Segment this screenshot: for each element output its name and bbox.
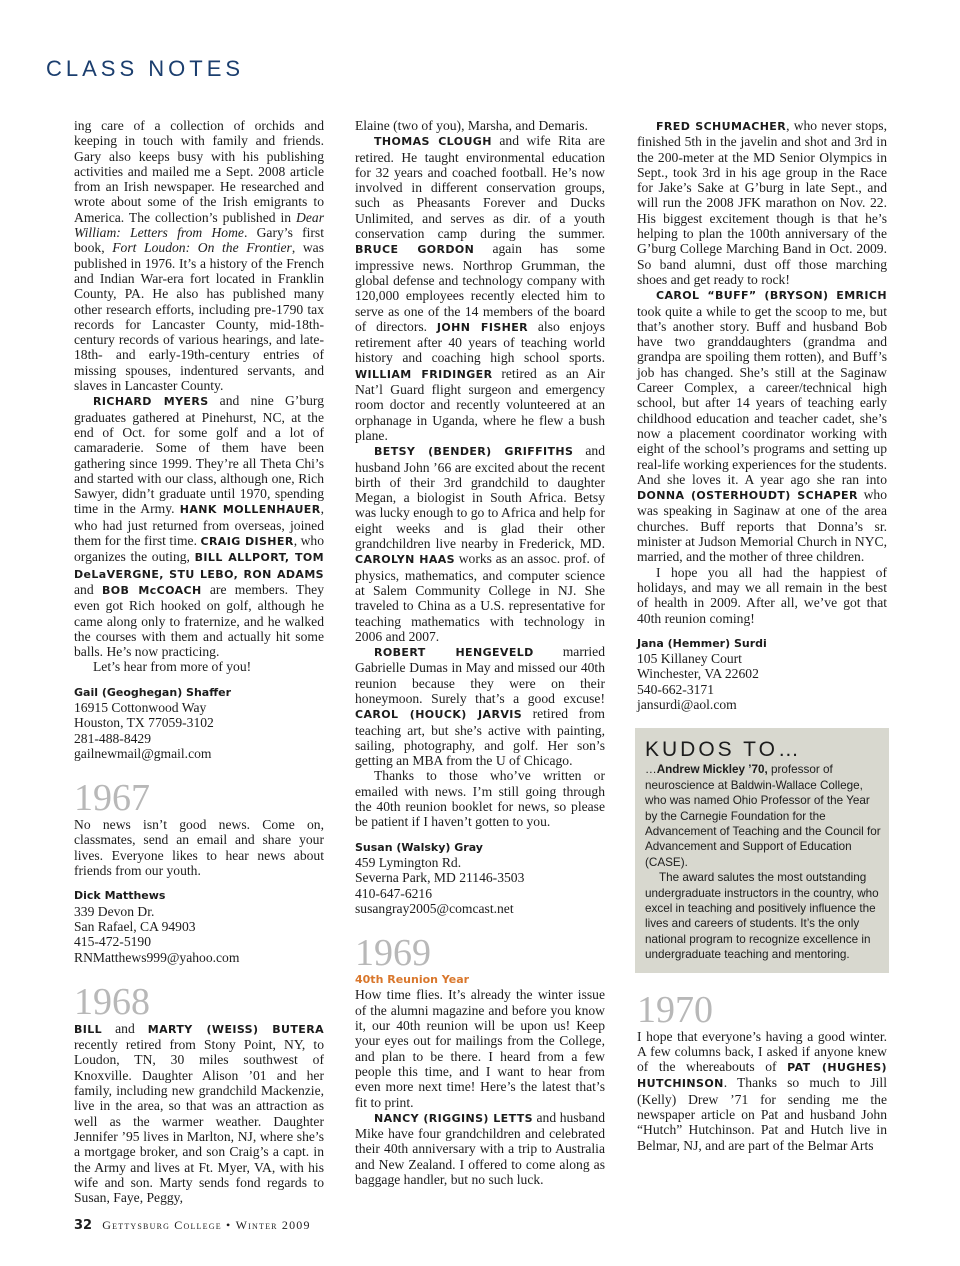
contact-email[interactable]: gailnewmail@gmail.com	[74, 745, 212, 761]
class-year-heading: 1970	[637, 988, 713, 1031]
kudos-paragraph	[645, 762, 881, 870]
closing-line: Let’s hear from more of you!	[93, 659, 252, 675]
paragraph-emrich	[637, 287, 887, 564]
person-name: CAROL “BUFF” (BRYSON) EMRICH	[656, 289, 887, 303]
footer-separator: •	[226, 1218, 232, 1232]
contact-name: Dick Matthews	[74, 889, 166, 903]
person-name: CRAIG DISHER	[200, 535, 294, 549]
contact-name: Jana (Hemmer) Surdi	[637, 636, 767, 650]
text: retired as an Air Nat’l Guard flight surgeon and emergency room doctor and recently volunteered at an orphanage in Uganda, where he flew a bush plane.	[355, 365, 605, 443]
text: , who never stops, finished 5th in the javelin and shot and 3rd in the 200-meter at the MD Senior Olympics in Sept., took 3rd in his age group in the Race for Jake’s Sake at G’burg in late Sept., and will run the 2008 JFK marathon on Nov. 22. His biggest excitement though is that he’s helping to plan the 100th anniversary of the G’burg College Marching Band in Oct. 2009. So band alumni, dust off those marching shoes and get ready to rock!	[637, 118, 887, 287]
column-3	[637, 118, 887, 1153]
paragraph-continued: Elaine (two of you), Marsha, and Demaris.	[355, 118, 588, 133]
text: are members. They even got Rich hooked on golf, although he came along only to fraternize, and he walked the courses with them and actually hit some balls. He’s now practicing.	[74, 581, 324, 660]
contact-email[interactable]: jansurdi@aol.com	[637, 696, 737, 712]
contact-street: 16915 Cottonwood Way	[74, 699, 207, 715]
person-name: BILL ALLPORT, TOM DeLaVERGNE, STU LEBO, RON ADAMS	[74, 551, 324, 581]
text: , who organizes the outing,	[74, 533, 324, 565]
person-name: JOHN FISHER	[436, 320, 529, 334]
person-name: NANCY (RIGGINS) LETTS	[374, 1111, 533, 1125]
kudos-paragraph: The award salutes the most outstanding undergraduate instructors in the country, who excel in teaching and positively influence the lives and careers of students. It’s the only national program to recognize excellence in undergraduate teaching and mentoring.	[645, 871, 879, 962]
contact-phone: 281-488-8429	[74, 730, 152, 746]
person-name: BETSY (BENDER) GRIFFITHS	[374, 445, 574, 459]
contact-city: Winchester, VA 22602	[637, 666, 759, 682]
contact-street: 339 Devon Dr.	[74, 903, 155, 919]
text: who was speaking in Saginaw at one of the area churches. Buff reports that Donna’s sr. minister at Judson Memorial Church in NYC, married, and the mother of three children.	[637, 487, 887, 565]
text: ing care of a collection of orchids and keeping in touch with family and friends. Gary also keeps busy with his publishing activities and mailed me a Sept. 2008 article from an Irish newspaper. He researched and wrote about some of the Irish emigrants to America. The collection’s published in	[74, 118, 324, 225]
contact-block	[637, 636, 887, 712]
column-1	[74, 118, 324, 1205]
section-title: CLASS NOTES	[46, 56, 245, 81]
kudos-title: KUDOS TO…	[645, 738, 802, 762]
class-year-heading: 1968	[74, 980, 150, 1023]
page-number: 32	[74, 1218, 93, 1233]
text: . Thanks so much to Jill (Kelly) Drew ’71 for sending me the newspaper article on Pat and husband John “Hutch” Hutchinson. Pat and Hutch live in Belmar, NJ, and are part of the Belmar Arts	[637, 1075, 887, 1153]
closing-paragraph: I hope you all had the happiest of holidays, and may we all remain in the best of health in 2009. After all, we’ve got that 40th reunion coming!	[637, 564, 887, 626]
person-name: CAROLYN HAAS	[355, 553, 455, 567]
text: and wife Rita are retired. He taught environmental education for 32 years and coached football. He’s now involved in different conservation groups, such as Pheasants Forever and Ducks Unlimited, and serves as dir. of a youth conservation camp during the summer.	[355, 133, 606, 242]
text: professor of neuroscience at Baldwin-Wallace College, who was named Ohio Professor of the Year by the Carnegie Foundation for the Advancement of Teaching and the Council for Advancement and Support of Education (CASE).	[645, 763, 881, 869]
paragraph-1969: How time flies. It’s already the winter issue of the alumni magazine and before you know it, our 40th reunion will be upon us! Keep your eyes out for mailings from the College, and plan to be there. I heard from a few people this time, and I want to hear from even more next time! Here’s the latest that’s fit to print.	[355, 987, 605, 1110]
person-name: THOMAS CLOUGH	[374, 135, 492, 149]
contact-street: 105 Killaney Court	[637, 651, 742, 667]
text: and husband Mike have four grandchildren and celebrated their 40th anniversary with a trip to Australia and New Zealand. I offered to come along as baggage handler, but no such luck.	[355, 1109, 606, 1187]
contact-city: Severna Park, MD 21146-3503	[355, 870, 525, 886]
contact-phone: 415-472-5190	[74, 934, 152, 950]
contact-phone: 410-647-6216	[355, 885, 433, 901]
contact-block	[74, 685, 324, 761]
column-2	[355, 118, 605, 1187]
contact-street: 459 Lymington Rd.	[355, 854, 462, 870]
text: recently retired from Stony Point, NY, to Loudon, TN, 30 miles southwest of Knoxville. Daughter Alison ’01 and her family, including new grandchild Mackenzie, live in the area, so that was an attraction as well as the warmer weather. Daughter Jennifer ’95 lives in Marlton, NJ, where she’s a mortgage broker, and son Craig’s a capt. in the Army and lives at Ft. Myer, VA, with his wife and son. Marty sends fond regards to Susan, Faye, Peggy,	[74, 1037, 324, 1206]
kudos-box	[635, 728, 889, 972]
contact-name: Gail (Geoghegan) Shaffer	[74, 685, 232, 699]
text: and	[74, 581, 102, 597]
text: married Gabrielle Dumas in May and missed our 40th reunion because they were on their honeymoon. Surely that’s a good excuse!	[355, 644, 605, 706]
person-name: ROBERT HENGEVELD	[374, 646, 534, 660]
text: also enjoys retirement after 40 years of teaching world history and coaching high school sports.	[355, 318, 606, 366]
text: , who had just returned from overseas, joined them for the first time.	[74, 501, 324, 549]
contact-city: Houston, TX 77059-3102	[74, 715, 214, 731]
paragraph-myers	[74, 393, 324, 659]
reunion-label: 40th Reunion Year	[355, 973, 470, 987]
person-name: MARTY (WEISS) BUTERA	[147, 1022, 324, 1036]
person-name: RICHARD MYERS	[93, 395, 209, 409]
text: , was published in 1976. It’s a history of the French and Indian War-era fort located in Franklin County, PA. He also has published many other research efforts, including pre-1790 tax records for Lancaster County, mid-18th-century records of various hearings, and late-18th- and early-19th-century entries of missing spouses, indentured servants, and slaves in Lancaster County.	[74, 240, 324, 394]
book-title: Fort Loudon: On the Frontier	[112, 240, 292, 256]
person-name: Andrew Mickley ’70,	[656, 763, 768, 777]
paragraph-thanks: Thanks to those who’ve written or emailed with news. I’m still going through the 40th reunion booklet for news, so please be patient if I haven’t gotten to you.	[355, 768, 605, 830]
class-year-heading: 1967	[74, 777, 150, 820]
text: again has some impressive news. Northrop Grumman, the global defense and technology company with 120,000 employees recently elected him to serve as one of the 14 members of the board of directors.	[355, 241, 605, 334]
text: …	[645, 763, 657, 777]
paragraph-letts	[355, 1110, 605, 1187]
text: I hope that everyone’s having a good winter. A few columns back, I asked if anyone knew of the whereabouts of	[637, 1028, 887, 1075]
person-name: PAT (HUGHES) HUTCHINSON	[637, 1061, 887, 1091]
paragraph-1968	[74, 1021, 324, 1206]
page-footer	[74, 1218, 311, 1233]
paragraph-clough	[355, 133, 605, 443]
contact-name: Susan (Walsky) Gray	[355, 840, 483, 854]
contact-email[interactable]: RNMatthews999@yahoo.com	[74, 949, 240, 965]
text: retired from teaching art, but she’s active with painting, sailing, photography, and golf. Her son’s getting an MBA from the U of Chicago.	[355, 706, 605, 769]
text: and husband John ’66 are excited about the recent birth of their 3rd grandchild to daughter Megan, a biologist in South Africa. Betsy was lucky enough to go to Africa and help for eight weeks and is glad their other grandchildren live nearby in Frederick, MD.	[355, 443, 605, 552]
publication-name: Gettysburg College	[102, 1218, 222, 1232]
text: . Gary’s first book,	[74, 225, 324, 256]
person-name: BRUCE GORDON	[355, 243, 475, 257]
contact-phone: 540-662-3171	[637, 681, 715, 697]
paragraph-schumacher	[637, 118, 887, 287]
person-name: FRED SCHUMACHER	[656, 120, 787, 133]
paragraph-hengeveld	[355, 644, 605, 768]
class-year-heading: 1969	[355, 932, 431, 975]
person-name: HANK MOLLENHAUER	[179, 503, 321, 517]
person-name: BILL	[74, 1022, 103, 1036]
text: works as an assoc. prof. of physics, mathematics, and computer science at Salem Community College in NJ. She traveled to China as a U.S. representative for teaching mathematics with technology in 2006 and 2007.	[355, 551, 605, 644]
contact-city: San Rafael, CA 94903	[74, 918, 196, 934]
person-name: WILLIAM FRIDINGER	[355, 367, 493, 381]
person-name: BOB McCOACH	[101, 583, 202, 597]
text: and nine G’burg graduates gathered at Pinehurst, NC, at the end of Oct. for some golf and a lot of camaraderie. Some of them have been gathering since 1999. They’re all Theta Chi’s and started with our class, although one, Rich Sawyer, didn’t graduate until 1970, spending time in the Army.	[74, 393, 324, 517]
kudos-body	[645, 762, 881, 962]
paragraph-1970	[637, 1029, 887, 1153]
contact-block	[74, 888, 324, 964]
contact-block	[355, 840, 605, 916]
contact-email[interactable]: susangray2005@comcast.net	[355, 900, 514, 916]
text: took quite a while to get the scoop to me, but that’s another story. Buff and husband Bob have two granddaughters (grandma and grandpa are spoiling them rotten), and Buff’s job has changed. She’s still at the Saginaw Career Complex, a career/technical high school, but after 14 years of teaching early childhood education and teacher cadet, she’s now a placement coordinator working with eight of the school’s programs and setting up real-life working experiences for the students. And she loves it. A year ago she ran into	[637, 303, 887, 487]
person-name: DONNA (OSTERHOUDT) SCHAPER	[637, 489, 858, 503]
paragraph-griffiths	[355, 443, 605, 644]
book-title: Dear William: Letters from Home	[74, 209, 324, 241]
text: and	[102, 1020, 148, 1036]
paragraph-intro	[74, 118, 324, 393]
person-name: CAROL (HOUCK) JARVIS	[355, 708, 523, 722]
issue-name: Winter 2009	[235, 1218, 311, 1232]
paragraph-1967: No news isn’t good news. Come on, classmates, send an email and share your lives. Everyone likes to hear news about friends from our youth.	[74, 817, 324, 879]
